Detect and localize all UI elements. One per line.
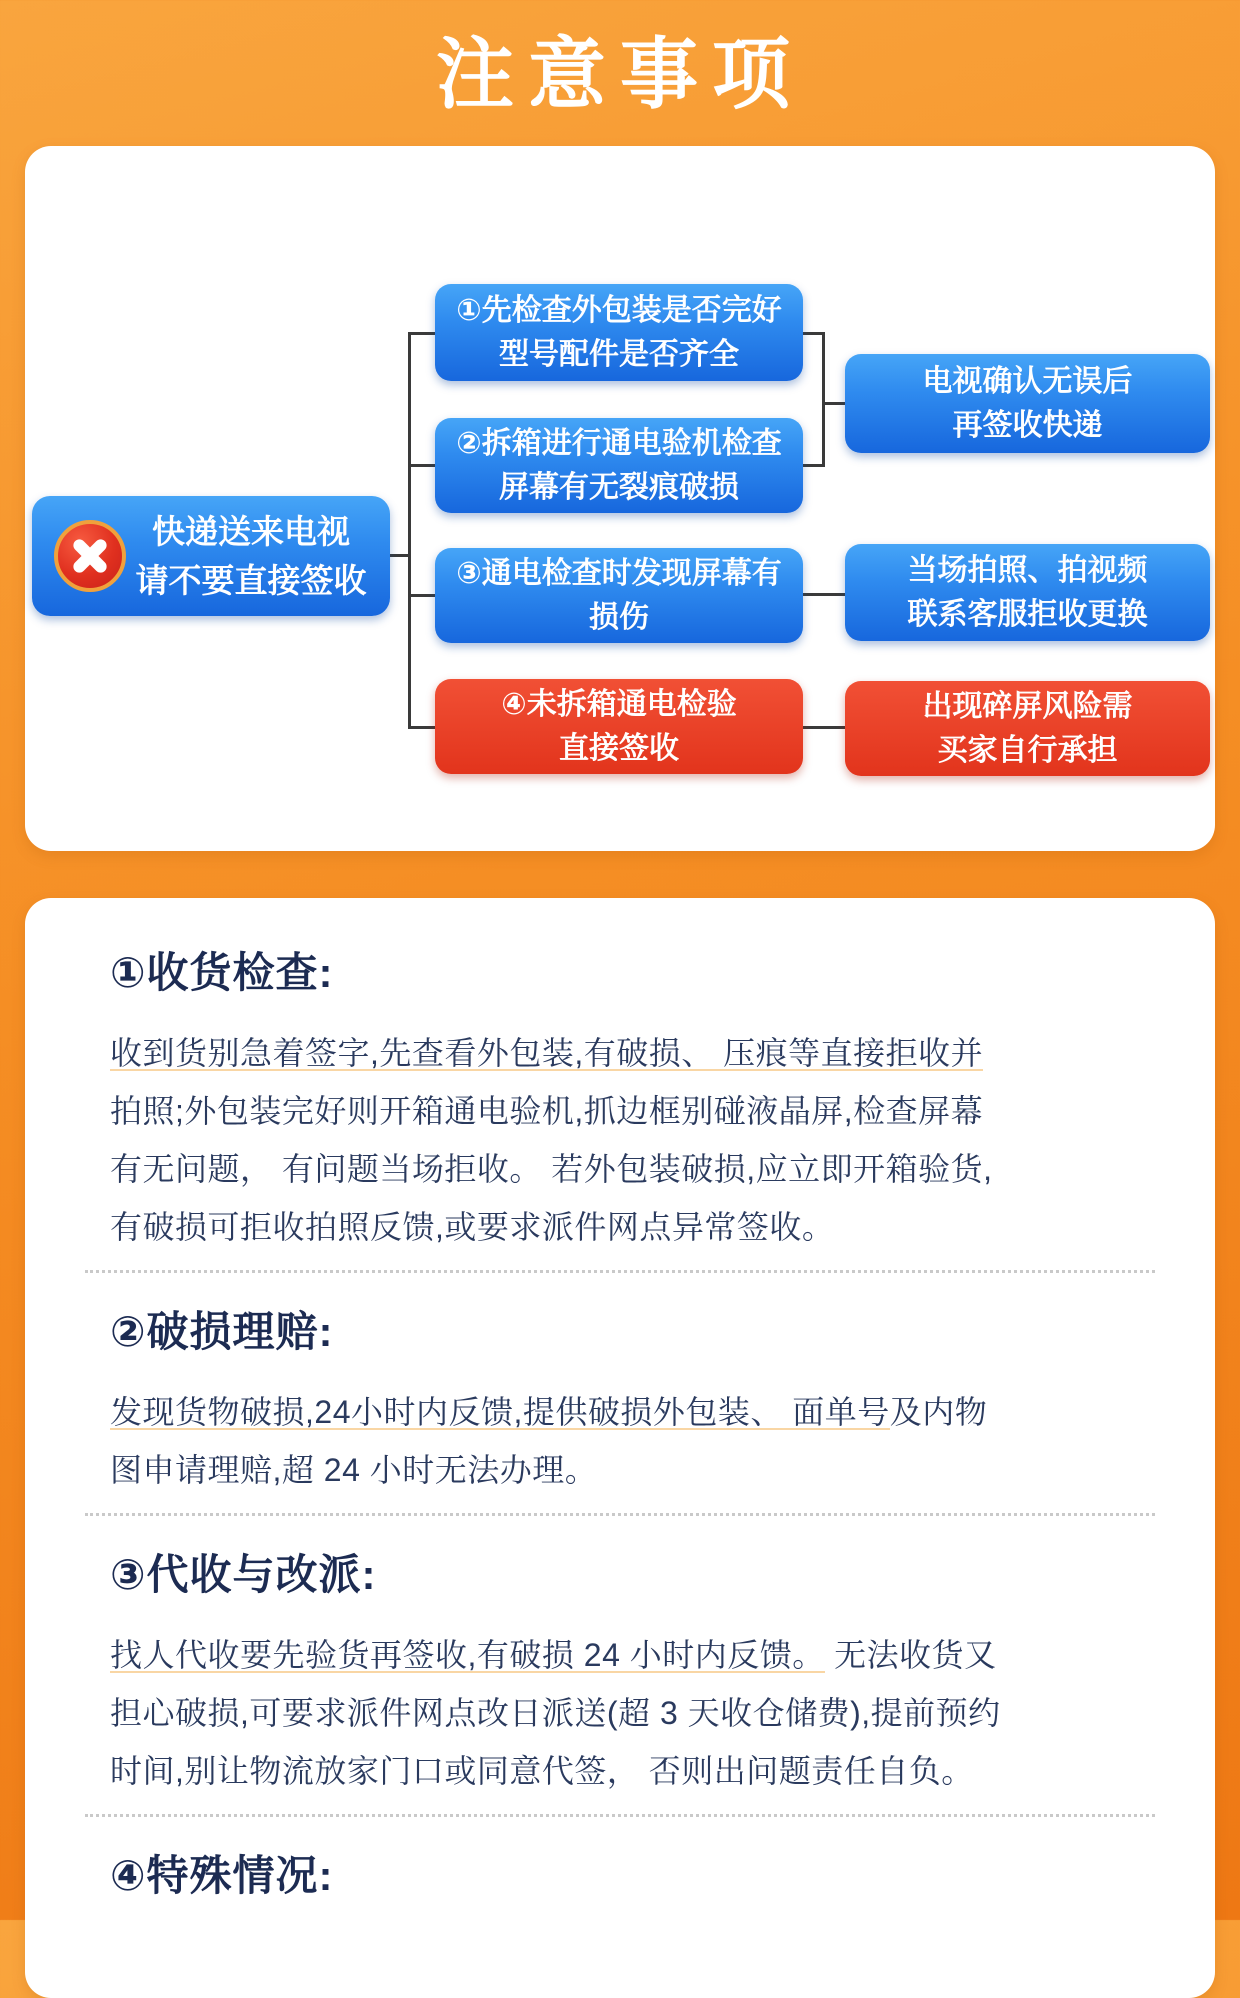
flow-box-line: ①先检查外包装是否完好 [456,293,782,327]
text-plain: 及内物 [889,1394,988,1430]
flow-source-line-1: 快递送来电视 [152,513,350,550]
section-line [110,1441,1130,1499]
flow-box-line: ②拆箱进行通电验机检查 [456,426,782,460]
flow-result-3 [845,681,1210,776]
connector-branch-4 [408,726,437,729]
flowchart-card [25,146,1215,851]
section-line [110,1626,1130,1684]
connector-branch-1 [408,332,437,335]
flow-result-2 [845,544,1210,641]
text-plain: 图申请理赔,超 24 小时无法办理。 [110,1452,598,1488]
connector-source-trunk [390,554,410,557]
section-line [110,1198,1130,1256]
section-heading: ①收货检查: [110,949,334,996]
flow-box-line: 买家自行承担 [937,733,1118,767]
flow-box-line: 出现碎屏风险需 [922,689,1133,723]
section-line [110,1082,1130,1140]
flow-source-box [32,496,390,616]
connector-branch-3 [408,594,437,597]
flow-step-4 [435,679,803,774]
flow-box-line: ④未拆箱通电检验 [501,687,737,721]
flow-box-line: 损伤 [589,600,649,634]
text-plain: 无法收货又 [824,1637,997,1673]
flow-step-1 [435,284,803,381]
section-line [110,1140,1130,1198]
notes-section-3 [85,1546,1155,1800]
section-heading: ②破损理赔: [110,1308,334,1355]
section-heading: ④特殊情况: [110,1852,334,1899]
flow-step-3 [435,548,803,643]
flow-box-line: 直接签收 [559,731,679,765]
connector-step3-result2 [803,593,848,596]
text-plain: 担心破损,可要求派件网点改日派送(超 3 天收仓储费),提前预约 [110,1695,1001,1731]
notes-card [25,898,1215,1998]
connector-branch-2 [408,464,437,467]
dashed-divider [85,1513,1155,1516]
flow-box-line: ③通电检查时发现屏幕有 [456,556,782,590]
flow-source-line-2: 请不要直接签收 [135,562,367,599]
notes-section-2 [85,1303,1155,1499]
text-highlight: 发现货物破损,24小时内反馈,提供破损外包装、 面单号 [110,1394,890,1430]
connector-trunk [408,332,411,729]
text-plain: 有无问题， 有问题当场拒收。 若外包装破损,应立即开箱验货, [110,1151,993,1187]
section-line [110,1684,1130,1742]
text-plain: 有破损可拒收拍照反馈,或要求派件网点异常签收。 [110,1209,835,1245]
text-highlight: 收到货别急着签字,先查看外包装,有破损、 压痕等直接拒收并 [110,1035,984,1071]
section-line [110,1383,1130,1441]
connector-step4-result3 [803,726,848,729]
notes-sections [85,944,1155,1905]
flow-step-2 [435,418,803,513]
flow-box-line: 屏幕有无裂痕破损 [499,470,739,504]
flowchart [25,146,1215,851]
section-heading: ③代收与改派: [110,1551,377,1598]
notes-section-1 [85,944,1155,1256]
flow-box-line: 型号配件是否齐全 [499,337,739,371]
flow-result-1 [845,354,1210,453]
text-highlight: 找人代收要先验货再签收,有破损 24 小时内反馈。 [110,1637,825,1673]
section-line [110,1742,1130,1800]
dashed-divider [85,1270,1155,1273]
dashed-divider [85,1814,1155,1817]
page-title: 注意事项 [435,30,804,118]
flow-box-line: 电视确认无误后 [922,364,1133,398]
x-circle-icon [54,520,126,592]
flow-box-line: 联系客服拒收更换 [907,597,1148,631]
text-plain: 拍照;外包装完好则开箱通电验机,抓边框别碰液晶屏,检查屏幕 [110,1093,984,1129]
flow-box-line: 当场拍照、拍视频 [907,553,1148,587]
section-line [110,1024,1130,1082]
flow-box-line: 再签收快递 [952,408,1103,442]
text-plain: 时间,别让物流放家门口或同意代签， 否则出问题责任自负。 [110,1753,974,1789]
notes-section-4 [85,1847,1155,1905]
connector-bracket [822,332,825,467]
flow-source-text [126,507,376,605]
